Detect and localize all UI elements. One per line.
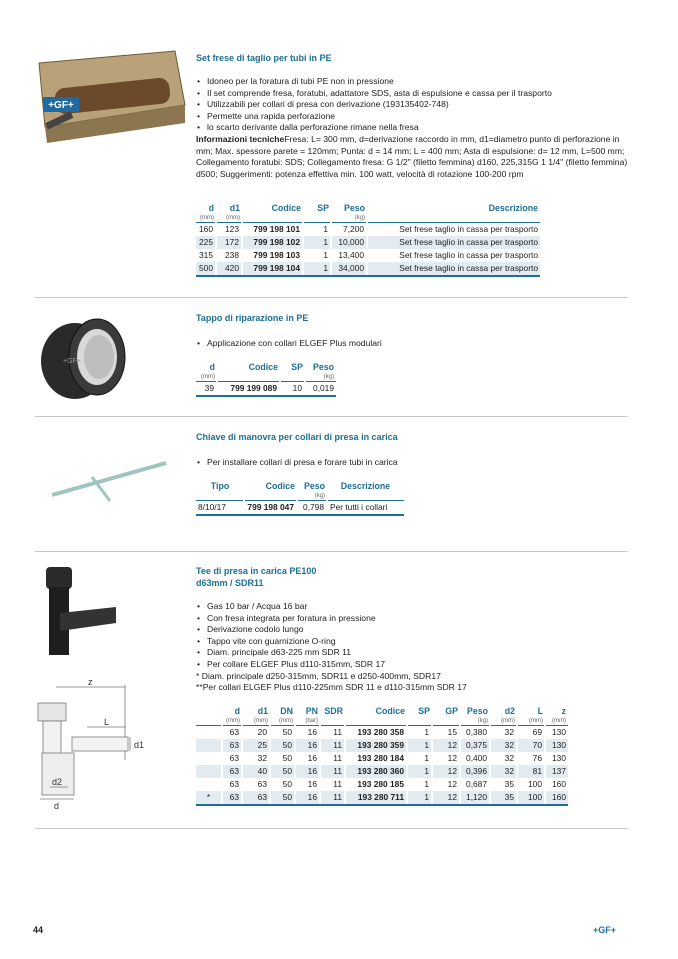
table-cell: 13,400 xyxy=(331,249,367,262)
column-unit xyxy=(327,492,404,501)
table-cell: 0,019 xyxy=(305,382,336,397)
table-cell: Per tutti i collari xyxy=(327,501,404,516)
table-cell: 11 xyxy=(320,765,345,778)
table-cell: 11 xyxy=(320,791,345,805)
bullet-item: • Con fresa integrata per foratura in pressione xyxy=(196,613,596,625)
table-cell: 76 xyxy=(517,752,545,765)
column-header: d xyxy=(208,203,214,213)
section-title: Tappo di riparazione in PE xyxy=(196,313,309,323)
table-cell: 130 xyxy=(545,726,568,740)
table-row xyxy=(196,236,540,249)
table-cell: 50 xyxy=(270,765,295,778)
table-cell: 69 xyxy=(517,726,545,740)
table-units-row xyxy=(196,717,568,726)
page-number: 44 xyxy=(33,925,44,935)
bullet-item: • Permette una rapida perforazione xyxy=(196,111,636,123)
column-unit: (mm) xyxy=(545,717,568,726)
table-cell: 34,000 xyxy=(331,262,367,276)
column-header xyxy=(196,706,222,717)
column-unit xyxy=(367,214,540,223)
table-cell: 100 xyxy=(517,778,545,791)
table-cell: 16 xyxy=(295,778,320,791)
table-cell: 130 xyxy=(545,752,568,765)
column-unit xyxy=(320,717,345,726)
column-header: d1 xyxy=(257,706,268,716)
column-unit xyxy=(303,214,331,223)
column-unit: (mm) xyxy=(196,373,217,382)
column-unit: (bar) xyxy=(295,717,320,726)
column-header: SP xyxy=(291,362,303,372)
table-cell: 10 xyxy=(280,382,305,397)
table-cell: 1 xyxy=(303,236,331,249)
section-title-line2: d63mm / SDR11 xyxy=(196,578,264,588)
table-cell: 16 xyxy=(295,726,320,740)
table-cell: 12 xyxy=(432,752,460,765)
tapping-tee-image xyxy=(38,563,120,663)
table-cell: 63 xyxy=(222,739,242,752)
table-cell: 63 xyxy=(222,765,242,778)
dimension-label-l: L xyxy=(104,717,110,727)
bullet-item: • Derivazione codolo lungo xyxy=(196,624,596,636)
column-unit xyxy=(242,214,303,223)
table-cell: 799 198 102 xyxy=(242,236,303,249)
dimension-label-d2: d2 xyxy=(52,777,63,787)
table-cell: 193 280 185 xyxy=(345,778,407,791)
table-cell: 50 xyxy=(270,791,295,805)
column-header: SP xyxy=(317,203,329,213)
table-cell: 225 xyxy=(196,236,216,249)
table-cell: 63 xyxy=(242,778,270,791)
table-row xyxy=(196,765,568,778)
table-row xyxy=(196,382,336,397)
table-cell xyxy=(196,739,222,752)
table-cell xyxy=(196,778,222,791)
section-title-line1: Tee di presa in carica PE100 xyxy=(196,566,317,576)
table-cell: 63 xyxy=(242,791,270,805)
table-cell: 0,396 xyxy=(460,765,490,778)
table-cell: Set frese taglio in cassa per trasporto xyxy=(367,223,540,237)
column-header: d2 xyxy=(504,706,515,716)
table-cell: 11 xyxy=(320,739,345,752)
table-row xyxy=(196,752,568,765)
table-units-row xyxy=(196,214,540,223)
dimension-label-z: z xyxy=(88,677,93,687)
column-header: Descrizione xyxy=(340,481,391,491)
column-header: Codice xyxy=(248,362,278,372)
table-row xyxy=(196,223,540,237)
bullet-item: • Applicazione con collari ELGEF Plus modulari xyxy=(196,338,382,350)
section-title xyxy=(196,565,316,589)
table-cell: 11 xyxy=(320,726,345,740)
dimension-label-d1: d1 xyxy=(134,740,145,750)
table-cell: 238 xyxy=(216,249,242,262)
table-cell: 1 xyxy=(303,223,331,237)
table-cell: 11 xyxy=(320,778,345,791)
table-cell: 500 xyxy=(196,262,216,276)
bullet-item: • Il set comprende fresa, foratubi, adattatore SDS, asta di espulsione e cassa per il trasporto xyxy=(196,88,636,100)
footnote: **Per collari ELGEF Plus d110-225mm SDR 11 e d110-315mm SDR 17 xyxy=(196,682,467,693)
column-header: Descrizione xyxy=(488,203,538,213)
bullet-item: • Utilizzabili per collari di presa con derivazione (193135402-748) xyxy=(196,99,636,111)
technical-info-label: Informazioni tecniche xyxy=(196,133,285,144)
table-cell: 16 xyxy=(295,791,320,805)
column-unit xyxy=(407,717,432,726)
svg-text:+GF+: +GF+ xyxy=(63,358,81,365)
section-title: Set frese di taglio per tubi in PE xyxy=(196,53,332,63)
table-cell: 100 xyxy=(517,791,545,805)
column-header: GP xyxy=(445,706,458,716)
table-cell: 63 xyxy=(222,778,242,791)
table-cell: 25 xyxy=(242,739,270,752)
section-divider xyxy=(35,551,628,552)
bullet-item: • Gas 10 bar / Acqua 16 bar xyxy=(196,601,596,613)
column-header: Peso xyxy=(343,203,365,213)
column-header: L xyxy=(537,706,543,716)
column-unit: (mm) xyxy=(216,214,242,223)
table-cell: 1 xyxy=(407,739,432,752)
bullet-item: • Per collare ELGEF Plus d110-315mm, SDR 17 xyxy=(196,659,596,671)
section-title: Chiave di manovra per collari di presa in carica xyxy=(196,432,398,442)
table-cell: 420 xyxy=(216,262,242,276)
table-cell: 1 xyxy=(407,726,432,740)
table-cell: 799 199 089 xyxy=(217,382,280,397)
table-row xyxy=(196,739,568,752)
table-cell: 193 280 711 xyxy=(345,791,407,805)
table-header-row xyxy=(196,203,540,214)
footnote: * Diam. principale d250-315mm, SDR11 e d250-400mm, SDR17 xyxy=(196,670,441,681)
table-cell: 1 xyxy=(407,765,432,778)
table-cell: 799 198 101 xyxy=(242,223,303,237)
table-cell xyxy=(196,726,222,740)
table-cell: 50 xyxy=(270,778,295,791)
table-cell: 1 xyxy=(407,778,432,791)
table-cell: 1 xyxy=(407,791,432,805)
table-cell xyxy=(196,765,222,778)
footer-logo: +GF+ xyxy=(593,925,617,935)
table-row xyxy=(196,501,404,516)
table-cell: 32 xyxy=(242,752,270,765)
table-cell xyxy=(196,752,222,765)
bullet-item: • lo scarto derivante dalla perforazione rimane nella fresa xyxy=(196,122,636,134)
table-cell: 16 xyxy=(295,752,320,765)
cutter-set-image xyxy=(35,45,188,147)
table-row xyxy=(196,791,568,805)
table-cell: 35 xyxy=(490,778,517,791)
table-cell: 123 xyxy=(216,223,242,237)
dimension-label-d: d xyxy=(54,801,60,810)
table-cell: 172 xyxy=(216,236,242,249)
column-unit: (mm) xyxy=(222,717,242,726)
column-header: DN xyxy=(280,706,293,716)
table-cell: 63 xyxy=(222,726,242,740)
column-unit xyxy=(244,492,297,501)
table-header-row xyxy=(196,706,568,717)
table-cell: 160 xyxy=(545,791,568,805)
table-cell: Set frese taglio in cassa per trasporto xyxy=(367,249,540,262)
table-cell: 160 xyxy=(545,778,568,791)
table-cell: 32 xyxy=(490,726,517,740)
table-cell: 799 198 047 xyxy=(244,501,297,516)
column-unit xyxy=(217,373,280,382)
column-unit xyxy=(196,717,222,726)
table-cell: 20 xyxy=(242,726,270,740)
table-cell: 12 xyxy=(432,791,460,805)
table-cell: 0,375 xyxy=(460,739,490,752)
table-cell: 315 xyxy=(199,250,213,260)
column-unit: (mm) xyxy=(242,717,270,726)
bullet-item: • Per installare collari di presa e forare tubi in carica xyxy=(196,457,398,469)
column-unit: (mm) xyxy=(490,717,517,726)
table-cell: 0,380 xyxy=(460,726,490,740)
product-table xyxy=(196,362,336,397)
table-cell: 193 280 359 xyxy=(345,739,407,752)
column-header: Peso xyxy=(312,362,334,372)
technical-info xyxy=(196,134,636,180)
table-cell: 193 280 358 xyxy=(345,726,407,740)
table-cell: 63 xyxy=(222,752,242,765)
column-header: Codice xyxy=(271,203,301,213)
repair-cap-image xyxy=(35,313,131,403)
table-cell: 32 xyxy=(490,765,517,778)
table-cell: 8/10/17 xyxy=(196,501,244,516)
column-unit: (kg) xyxy=(460,717,490,726)
table-cell: 70 xyxy=(517,739,545,752)
dimension-diagram xyxy=(30,675,150,810)
table-cell: 1 xyxy=(407,752,432,765)
table-cell: 50 xyxy=(270,752,295,765)
column-unit: (kg) xyxy=(305,373,336,382)
column-header: Peso xyxy=(466,706,488,716)
table-header-row xyxy=(196,362,336,373)
table-cell: 0,400 xyxy=(460,752,490,765)
table-cell: 7,200 xyxy=(331,223,367,237)
column-header: Codice xyxy=(265,481,295,491)
column-unit xyxy=(345,717,407,726)
table-cell: Set frese taglio in cassa per trasporto xyxy=(367,236,540,249)
table-cell: 799 198 104 xyxy=(242,262,303,276)
table-cell: 12 xyxy=(432,765,460,778)
table-cell: 39 xyxy=(196,382,217,397)
table-cell: * xyxy=(196,791,222,805)
section-divider xyxy=(35,297,628,298)
table-cell: 63 xyxy=(222,791,242,805)
column-header: PN xyxy=(305,706,318,716)
table-cell: 160 xyxy=(199,224,213,234)
column-header: SP xyxy=(418,706,430,716)
table-cell: 130 xyxy=(545,739,568,752)
column-unit: (kg) xyxy=(331,214,367,223)
table-cell: 1 xyxy=(303,262,331,276)
table-cell: 0,798 xyxy=(297,501,327,516)
table-cell: 32 xyxy=(490,739,517,752)
product-table xyxy=(196,481,404,516)
bullet-item: • Idoneo per la foratura di tubi PE non in pressione xyxy=(196,76,636,88)
product-table xyxy=(196,706,568,806)
table-cell: 35 xyxy=(490,791,517,805)
product-table xyxy=(196,203,540,277)
column-header: Codice xyxy=(375,706,405,716)
table-cell: Set frese taglio in cassa per trasporto xyxy=(367,262,540,276)
table-units-row xyxy=(196,373,336,382)
table-cell: 15 xyxy=(432,726,460,740)
table-cell: 32 xyxy=(490,752,517,765)
column-unit xyxy=(196,492,244,501)
column-unit: (kg) xyxy=(297,492,327,501)
table-row xyxy=(196,249,540,262)
table-row xyxy=(196,262,540,276)
table-cell: 1 xyxy=(303,249,331,262)
gf-logo: +GF+ xyxy=(48,100,74,111)
bullet-item: • Tappo vite con guarnizione O-ring xyxy=(196,636,596,648)
table-cell: 16 xyxy=(295,739,320,752)
table-cell: 11 xyxy=(320,752,345,765)
table-cell: 50 xyxy=(270,739,295,752)
table-cell: 1,120 xyxy=(460,791,490,805)
column-unit xyxy=(280,373,305,382)
table-cell: 16 xyxy=(295,765,320,778)
column-header: SDR xyxy=(324,706,343,716)
table-row xyxy=(196,726,568,740)
table-cell: 40 xyxy=(242,765,270,778)
column-unit xyxy=(432,717,460,726)
section-divider xyxy=(35,828,628,829)
table-cell: 10,000 xyxy=(331,236,367,249)
table-cell: 193 280 184 xyxy=(345,752,407,765)
column-header: d xyxy=(234,706,240,716)
table-units-row xyxy=(196,492,404,501)
column-header: d1 xyxy=(229,203,240,213)
column-unit: (mm) xyxy=(196,214,216,223)
table-cell: 12 xyxy=(432,739,460,752)
table-cell: 799 198 103 xyxy=(242,249,303,262)
column-header: Tipo xyxy=(210,481,230,491)
table-cell: 193 280 360 xyxy=(345,765,407,778)
column-header: d xyxy=(209,362,215,372)
table-cell: 81 xyxy=(517,765,545,778)
operating-key-image xyxy=(48,455,170,503)
column-header: z xyxy=(561,706,566,716)
column-unit: (mm) xyxy=(517,717,545,726)
technical-info-text: Fresa: L= 300 mm, d=derivazione raccordo in mm, d1=diametro punto di perforazione in mm; Max. spessore parete = 120mm; Punta: d = 14 mm; L = 400 mm; Asta di espulsione: d= 12 mm, L=500 mm; Collegamento foratubi: SDS; Collegamento fresa: G 1/2" (filetto femmina) d160, 225,315G 1 1/4" (filetto femmina) d500; Suggerimenti: potenza effettiva min. 100 watt, velocità di rotazione 100-200 rpm xyxy=(196,133,628,179)
column-unit: (mm) xyxy=(270,717,295,726)
section-divider xyxy=(35,416,628,417)
table-cell: 12 xyxy=(432,778,460,791)
table-cell: 50 xyxy=(270,726,295,740)
bullet-item: • Diam. principale d63-225 mm SDR 11 xyxy=(196,647,596,659)
table-row xyxy=(196,778,568,791)
table-header-row xyxy=(196,481,404,492)
column-header: Peso xyxy=(303,481,325,491)
table-cell: 0,687 xyxy=(460,778,490,791)
table-cell: 137 xyxy=(545,765,568,778)
